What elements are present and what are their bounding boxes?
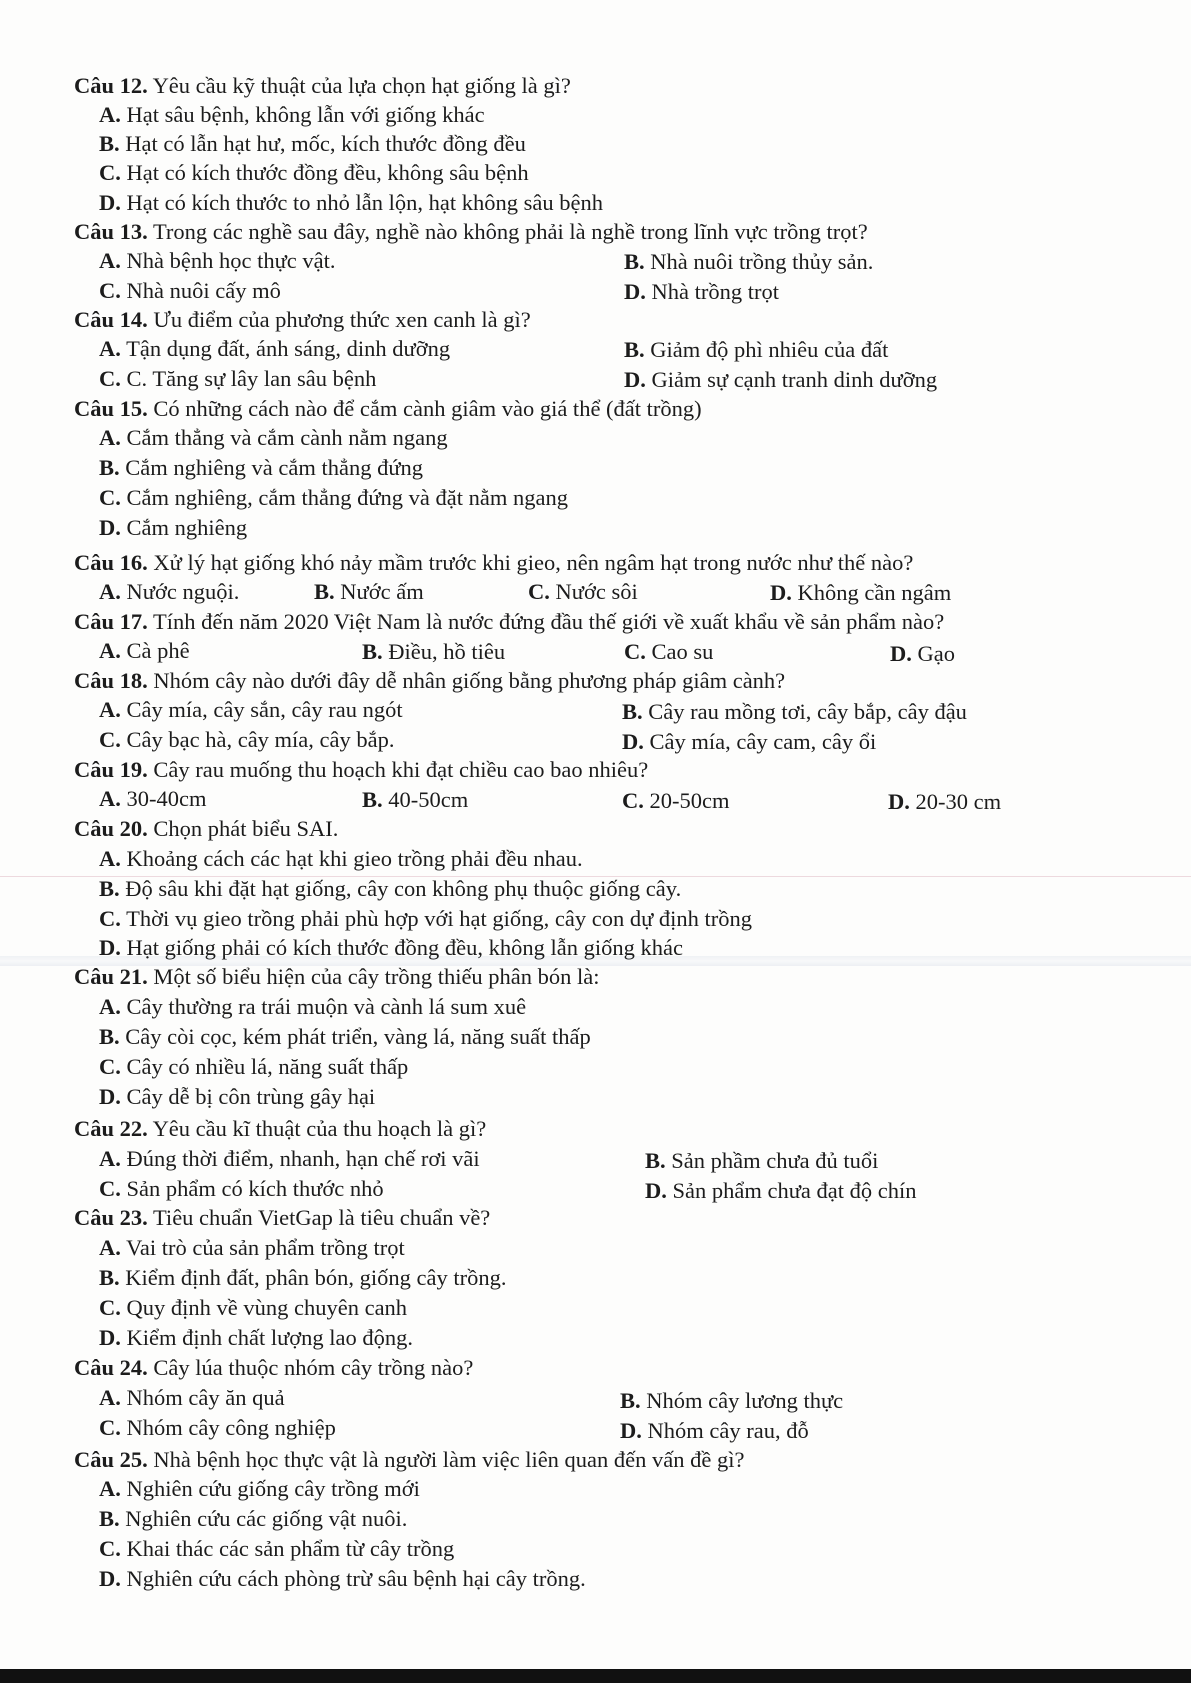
question-label: Câu 23. xyxy=(74,1205,148,1230)
option-text: Gạo xyxy=(917,641,955,666)
question-text: Một số biểu hiện của cây trồng thiếu phân bón là: xyxy=(153,964,600,989)
question-23 xyxy=(74,1204,490,1232)
option-text: Khai thác các sản phẩm từ cây trồng xyxy=(126,1536,455,1561)
option-letter: C. xyxy=(99,485,121,510)
question-18 xyxy=(74,667,785,695)
option-text: Cắm nghiêng, cắm thẳng đứng và đặt nằm ngang xyxy=(126,485,568,510)
option-d xyxy=(770,579,951,607)
option-a xyxy=(99,335,450,363)
option-text: 20-30 cm xyxy=(915,789,1002,814)
option-text: Nhóm cây lương thực xyxy=(646,1388,844,1413)
option-text: Cắm thẳng và cắm cành nằm ngang xyxy=(126,425,448,450)
option-letter: C. xyxy=(99,906,121,931)
option-letter: A. xyxy=(99,1235,121,1260)
option-a xyxy=(99,247,336,275)
question-text: Tính đến năm 2020 Việt Nam là nước đứng đầu thế giới về xuất khẩu về sản phẩm nào? xyxy=(152,609,945,634)
option-text: Nhóm cây rau, đỗ xyxy=(647,1418,809,1443)
option-text: Sản phầm chưa đủ tuổi xyxy=(671,1148,879,1173)
option-text: Cà phê xyxy=(126,638,190,663)
option-text: Cây mía, cây cam, cây ổi xyxy=(649,729,877,754)
question-text: Yêu cầu kĩ thuật của thu hoạch là gì? xyxy=(152,1116,487,1141)
option-a xyxy=(99,1145,480,1173)
option-letter: D. xyxy=(888,789,910,814)
option-text: C. Tăng sự lây lan sâu bệnh xyxy=(126,366,377,391)
option-c xyxy=(99,726,395,754)
option-letter: A. xyxy=(99,1385,121,1410)
option-letter: B. xyxy=(99,876,120,901)
option-letter: D. xyxy=(890,641,912,666)
option-text: Cây thường ra trái muộn và cành lá sum xuê xyxy=(126,994,527,1019)
option-text: Không cần ngâm xyxy=(797,580,952,605)
question-text: Tiêu chuẩn VietGap là tiêu chuẩn về? xyxy=(152,1205,491,1230)
option-letter: A. xyxy=(99,697,121,722)
option-text: Cắm nghiêng xyxy=(126,515,248,540)
option-letter: D. xyxy=(624,279,646,304)
option-a xyxy=(99,1384,285,1412)
option-text: Nhà nuôi trồng thủy sản. xyxy=(650,249,874,274)
option-letter: C. xyxy=(624,639,646,664)
option-letter: C. xyxy=(99,1176,121,1201)
option-letter: D. xyxy=(99,935,121,960)
option-a xyxy=(99,785,206,813)
option-text: Hạt có kích thước đồng đều, không sâu bệnh xyxy=(126,160,529,185)
option-text: 30-40cm xyxy=(126,786,207,811)
option-b xyxy=(362,786,468,814)
question-text: Ưu điểm của phương thức xen canh là gì? xyxy=(153,307,531,332)
option-letter: B. xyxy=(362,639,383,664)
option-letter: D. xyxy=(99,515,121,540)
option-text: Sản phẩm chưa đạt độ chín xyxy=(672,1178,917,1203)
option-c xyxy=(99,277,281,305)
option-letter: C. xyxy=(99,1295,121,1320)
option-text: Kiểm định đất, phân bón, giống cây trồng. xyxy=(125,1265,507,1290)
option-text: Cây dễ bị côn trùng gây hại xyxy=(126,1084,376,1109)
option-text: Giảm độ phì nhiêu của đất xyxy=(650,337,889,362)
option-text: 20-50cm xyxy=(649,788,730,813)
option-letter: C. xyxy=(99,160,121,185)
option-letter: B. xyxy=(99,1265,120,1290)
option-letter: A. xyxy=(99,1476,121,1501)
option-c xyxy=(99,1053,408,1081)
option-letter: A. xyxy=(99,102,121,127)
option-c xyxy=(99,1535,454,1563)
question-20 xyxy=(74,815,338,843)
option-c xyxy=(99,1294,407,1322)
question-16 xyxy=(74,549,913,577)
option-d xyxy=(99,514,247,542)
option-letter: B. xyxy=(99,1024,120,1049)
option-letter: D. xyxy=(622,729,644,754)
option-text: Nghiên cứu giống cây trồng mới xyxy=(126,1476,420,1501)
option-c xyxy=(99,159,529,187)
option-c xyxy=(528,578,638,606)
option-d xyxy=(890,640,955,668)
option-text: Quy định về vùng chuyên canh xyxy=(126,1295,408,1320)
question-label: Câu 22. xyxy=(74,1116,148,1141)
question-label: Câu 18. xyxy=(74,668,148,693)
option-text: Độ sâu khi đặt hạt giống, cây con không phụ thuộc giống cây. xyxy=(125,876,682,901)
option-letter: B. xyxy=(99,131,120,156)
question-text: Cây lúa thuộc nhóm cây trồng nào? xyxy=(153,1355,474,1380)
option-text: Nhóm cây ăn quả xyxy=(126,1385,285,1410)
option-a xyxy=(99,993,526,1021)
question-22 xyxy=(74,1115,486,1143)
option-d xyxy=(99,189,603,217)
option-d xyxy=(99,1565,586,1593)
option-text: Hạt có lẫn hạt hư, mốc, kích thước đồng đều xyxy=(125,131,526,156)
question-text: Chọn phát biểu SAI. xyxy=(153,816,339,841)
option-d xyxy=(645,1177,917,1205)
question-19 xyxy=(74,756,648,784)
question-15 xyxy=(74,395,702,423)
option-letter: A. xyxy=(99,786,121,811)
option-text: Hạt sâu bệnh, không lẫn với giống khác xyxy=(126,102,485,127)
option-d xyxy=(620,1417,809,1445)
option-c xyxy=(99,484,568,512)
question-label: Câu 17. xyxy=(74,609,148,634)
question-text: Nhóm cây nào dưới đây dễ nhân giống bằng phương pháp giâm cành? xyxy=(153,668,786,693)
question-24 xyxy=(74,1354,473,1382)
option-letter: B. xyxy=(314,579,335,604)
option-text: Nghiên cứu cách phòng trừ sâu bệnh hại cây trồng. xyxy=(126,1566,586,1591)
question-text: Nhà bệnh học thực vật là người làm việc liên quan đến vấn đề gì? xyxy=(153,1447,745,1472)
option-letter: C. xyxy=(99,1054,121,1079)
question-21 xyxy=(74,963,600,991)
option-text: Vai trò của sản phẩm trồng trọt xyxy=(126,1235,405,1260)
option-letter: C. xyxy=(99,1415,121,1440)
option-b xyxy=(645,1147,878,1175)
option-b xyxy=(99,1505,407,1533)
option-text: Cao su xyxy=(651,639,714,664)
option-letter: C. xyxy=(99,278,121,303)
option-d xyxy=(99,934,683,962)
option-b xyxy=(99,1264,506,1292)
option-text: Nhà nuôi cấy mô xyxy=(126,278,281,303)
option-text: Cây rau mồng tơi, cây bắp, cây đậu xyxy=(648,699,967,724)
option-text: Khoảng cách các hạt khi gieo trồng phải đều nhau. xyxy=(126,846,583,871)
option-b xyxy=(362,638,505,666)
option-text: Tận dụng đất, ánh sáng, dinh dưỡng xyxy=(126,336,451,361)
option-a xyxy=(99,578,239,606)
option-c xyxy=(624,638,713,666)
option-text: Nhà trồng trọt xyxy=(651,279,779,304)
option-letter: D. xyxy=(645,1178,667,1203)
option-text: Nước nguội. xyxy=(126,579,240,604)
option-d xyxy=(624,366,937,394)
option-c xyxy=(622,787,729,815)
option-letter: A. xyxy=(99,846,121,871)
option-letter: B. xyxy=(645,1148,666,1173)
option-letter: B. xyxy=(624,337,645,362)
option-c xyxy=(99,1175,384,1203)
option-b xyxy=(99,454,423,482)
option-a xyxy=(99,424,448,452)
question-label: Câu 20. xyxy=(74,816,148,841)
option-letter: A. xyxy=(99,994,121,1019)
question-25 xyxy=(74,1446,745,1474)
question-13 xyxy=(74,218,868,246)
option-text: Cắm nghiêng và cắm thẳng đứng xyxy=(125,455,424,480)
option-b xyxy=(99,130,526,158)
option-letter: C. xyxy=(99,727,121,752)
option-c xyxy=(99,905,752,933)
option-b xyxy=(624,336,888,364)
question-12 xyxy=(74,72,571,100)
question-17 xyxy=(74,608,944,636)
option-letter: C. xyxy=(99,1536,121,1561)
question-label: Câu 12. xyxy=(74,73,148,98)
option-letter: A. xyxy=(99,579,121,604)
option-letter: D. xyxy=(99,190,121,215)
option-a xyxy=(99,101,485,129)
option-text: Sản phẩm có kích thước nhỏ xyxy=(126,1176,384,1201)
option-letter: D. xyxy=(99,1084,121,1109)
option-letter: D. xyxy=(770,580,792,605)
option-d xyxy=(624,278,779,306)
question-14 xyxy=(74,306,531,334)
question-label: Câu 21. xyxy=(74,964,148,989)
option-letter: D. xyxy=(99,1325,121,1350)
option-letter: A. xyxy=(99,638,121,663)
option-text: Cây bạc hà, cây mía, cây bắp. xyxy=(126,727,395,752)
option-d xyxy=(888,788,1001,816)
option-text: Giảm sự cạnh tranh dinh dưỡng xyxy=(651,367,938,392)
option-letter: B. xyxy=(620,1388,641,1413)
option-b xyxy=(620,1387,843,1415)
option-letter: B. xyxy=(624,249,645,274)
option-c xyxy=(99,365,376,393)
option-letter: B. xyxy=(622,699,643,724)
question-label: Câu 24. xyxy=(74,1355,148,1380)
option-a xyxy=(99,637,190,665)
option-a xyxy=(99,696,403,724)
scan-bottom-edge xyxy=(0,1669,1191,1683)
option-b xyxy=(99,1023,591,1051)
option-a xyxy=(99,1234,405,1262)
option-text: Nhóm cây công nghiệp xyxy=(126,1415,336,1440)
option-text: Nghiên cứu các giống vật nuôi. xyxy=(125,1506,408,1531)
question-label: Câu 13. xyxy=(74,219,148,244)
question-label: Câu 14. xyxy=(74,307,148,332)
option-a xyxy=(99,1475,420,1503)
option-letter: D. xyxy=(99,1566,121,1591)
option-text: Cây có nhiều lá, năng suất thấp xyxy=(126,1054,409,1079)
option-b xyxy=(314,578,424,606)
option-text: Nước ấm xyxy=(340,579,424,604)
option-letter: C. xyxy=(622,788,644,813)
option-letter: B. xyxy=(362,787,383,812)
option-letter: B. xyxy=(99,455,120,480)
option-letter: A. xyxy=(99,425,121,450)
question-label: Câu 15. xyxy=(74,396,148,421)
option-text: Điều, hồ tiêu xyxy=(388,639,506,664)
option-letter: C. xyxy=(528,579,550,604)
option-text: Hạt có kích thước to nhỏ lẫn lộn, hạt không sâu bệnh xyxy=(126,190,603,215)
option-text: Nhà bệnh học thực vật. xyxy=(126,248,336,273)
option-b xyxy=(99,875,681,903)
option-text: Hạt giống phải có kích thước đồng đều, không lẫn giống khác xyxy=(126,935,683,960)
option-d xyxy=(99,1083,375,1111)
option-c xyxy=(99,1414,336,1442)
question-text: Trong các nghề sau đây, nghề nào không phải là nghề trong lĩnh vực trồng trọt? xyxy=(152,219,868,244)
option-text: Cây mía, cây sắn, cây rau ngót xyxy=(126,697,403,722)
option-b xyxy=(624,248,873,276)
option-letter: C. xyxy=(99,366,121,391)
question-text: Cây rau muống thu hoạch khi đạt chiều cao bao nhiêu? xyxy=(153,757,649,782)
option-text: Thời vụ gieo trồng phải phù hợp với hạt giống, cây con dự định trồng xyxy=(126,906,753,931)
option-letter: D. xyxy=(620,1418,642,1443)
option-letter: D. xyxy=(624,367,646,392)
option-letter: A. xyxy=(99,1146,121,1171)
question-label: Câu 19. xyxy=(74,757,148,782)
question-label: Câu 25. xyxy=(74,1447,148,1472)
option-text: 40-50cm xyxy=(388,787,469,812)
option-text: Cây còi cọc, kém phát triển, vàng lá, năng suất thấp xyxy=(125,1024,591,1049)
option-letter: A. xyxy=(99,336,121,361)
question-text: Xử lý hạt giống khó nảy mầm trước khi gieo, nên ngâm hạt trong nước như thế nào? xyxy=(153,550,914,575)
option-b xyxy=(622,698,967,726)
option-d xyxy=(622,728,876,756)
option-letter: B. xyxy=(99,1506,120,1531)
question-text: Yêu cầu kỹ thuật của lựa chọn hạt giống là gì? xyxy=(152,73,571,98)
option-letter: A. xyxy=(99,248,121,273)
option-d xyxy=(99,1324,413,1352)
option-text: Đúng thời điểm, nhanh, hạn chế rơi vãi xyxy=(126,1146,480,1171)
option-text: Kiểm định chất lượng lao động. xyxy=(126,1325,414,1350)
question-text: Có những cách nào để cắm cành giâm vào giá thể (đất trồng) xyxy=(153,396,702,421)
question-label: Câu 16. xyxy=(74,550,148,575)
option-a xyxy=(99,845,583,873)
option-text: Nước sôi xyxy=(555,579,638,604)
